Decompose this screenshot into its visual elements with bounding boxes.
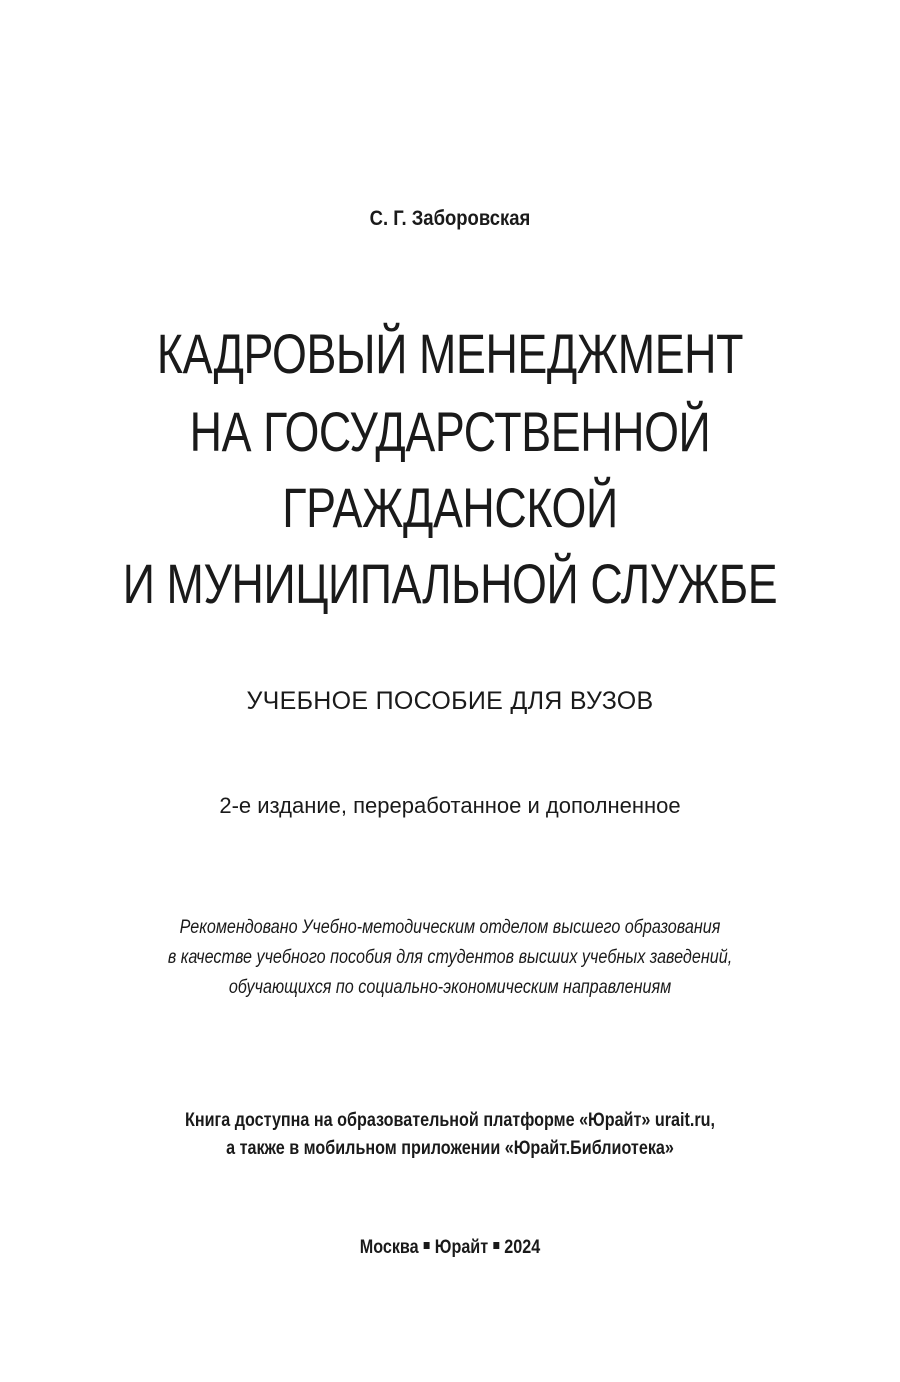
- square-separator-icon: [424, 1242, 430, 1249]
- imprint-publisher: Юрайт: [434, 1237, 489, 1258]
- recommendation-line: Рекомендовано Учебно-методическим отделом высшего образования: [179, 917, 721, 938]
- recommendation-line: в качестве учебного пособия для студентов высших учебных заведений,: [167, 947, 733, 968]
- platform-line: Книга доступна на образовательной платформе «Юрайт» urait.ru,: [185, 1110, 715, 1131]
- square-separator-icon: [493, 1242, 499, 1249]
- title-line: ГРАЖДАНСКОЙ: [282, 476, 618, 539]
- book-subtitle: УЧЕБНОЕ ПОСОБИЕ ДЛЯ ВУЗОВ: [246, 687, 654, 715]
- platform-line: а также в мобильном приложении «Юрайт.Библиотека»: [226, 1138, 674, 1159]
- title-line: КАДРОВЫЙ МЕНЕДЖМЕНТ: [156, 322, 744, 385]
- imprint: [68, 1237, 833, 1259]
- author-name: С. Г. Заборовская: [369, 207, 531, 230]
- edition-note: 2-е издание, переработанное и дополненное: [219, 793, 681, 818]
- title-line: И МУНИЦИПАЛЬНОЙ СЛУЖБЕ: [122, 552, 778, 615]
- imprint-year: 2024: [504, 1237, 541, 1258]
- recommendation-line: обучающихся по социально-экономическим направлениям: [228, 977, 672, 998]
- imprint-city: Москва: [359, 1237, 419, 1258]
- title-line: НА ГОСУДАРСТВЕННОЙ: [189, 400, 711, 463]
